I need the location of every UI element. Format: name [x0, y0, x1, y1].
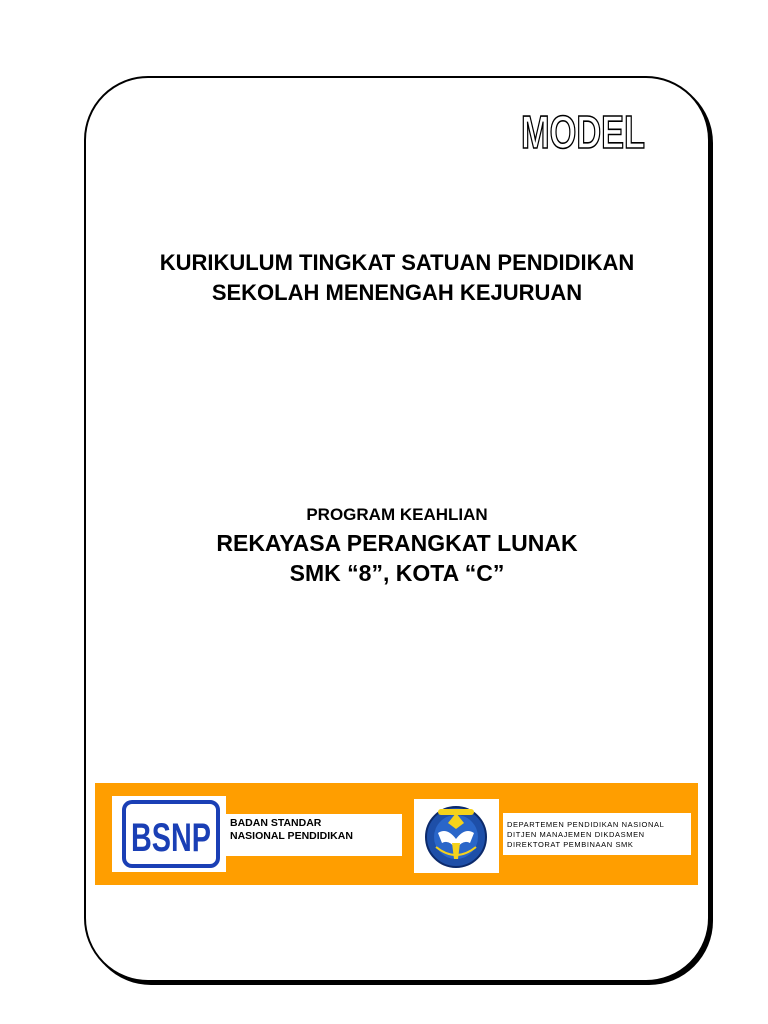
emblem-icon: [414, 799, 499, 873]
bsnp-logo: [112, 796, 226, 872]
model-stamp-text: MODEL: [521, 106, 645, 158]
bsnp-logo-text: BSNP: [131, 816, 211, 860]
department-line-3: DIREKTORAT PEMBINAAN SMK: [507, 840, 634, 849]
bsnp-name: [226, 814, 402, 856]
school-name: SMK “8”, KOTA “C”: [289, 560, 505, 586]
program-label: PROGRAM KEAHLIAN: [306, 505, 488, 524]
tut-wuri-handayani-emblem: [414, 799, 499, 873]
program-name: REKAYASA PERANGKAT LUNAK: [216, 530, 578, 556]
department-line-2: DITJEN MANAJEMEN DIKDASMEN: [507, 830, 645, 839]
bsnp-name-line-1: BADAN STANDAR: [230, 817, 322, 829]
title-line-2: SEKOLAH MENENGAH KEJURUAN: [211, 280, 583, 305]
model-stamp: [518, 104, 648, 156]
bsnp-name-line-2: NASIONAL PENDIDIKAN: [230, 830, 353, 842]
title-line-1: KURIKULUM TINGKAT SATUAN PENDIDIKAN: [159, 250, 635, 275]
department-line-1: DEPARTEMEN PENDIDIKAN NASIONAL: [507, 820, 665, 829]
bsnp-logo-icon: [112, 796, 226, 872]
department-name: [503, 813, 691, 855]
document-title: [84, 248, 710, 308]
